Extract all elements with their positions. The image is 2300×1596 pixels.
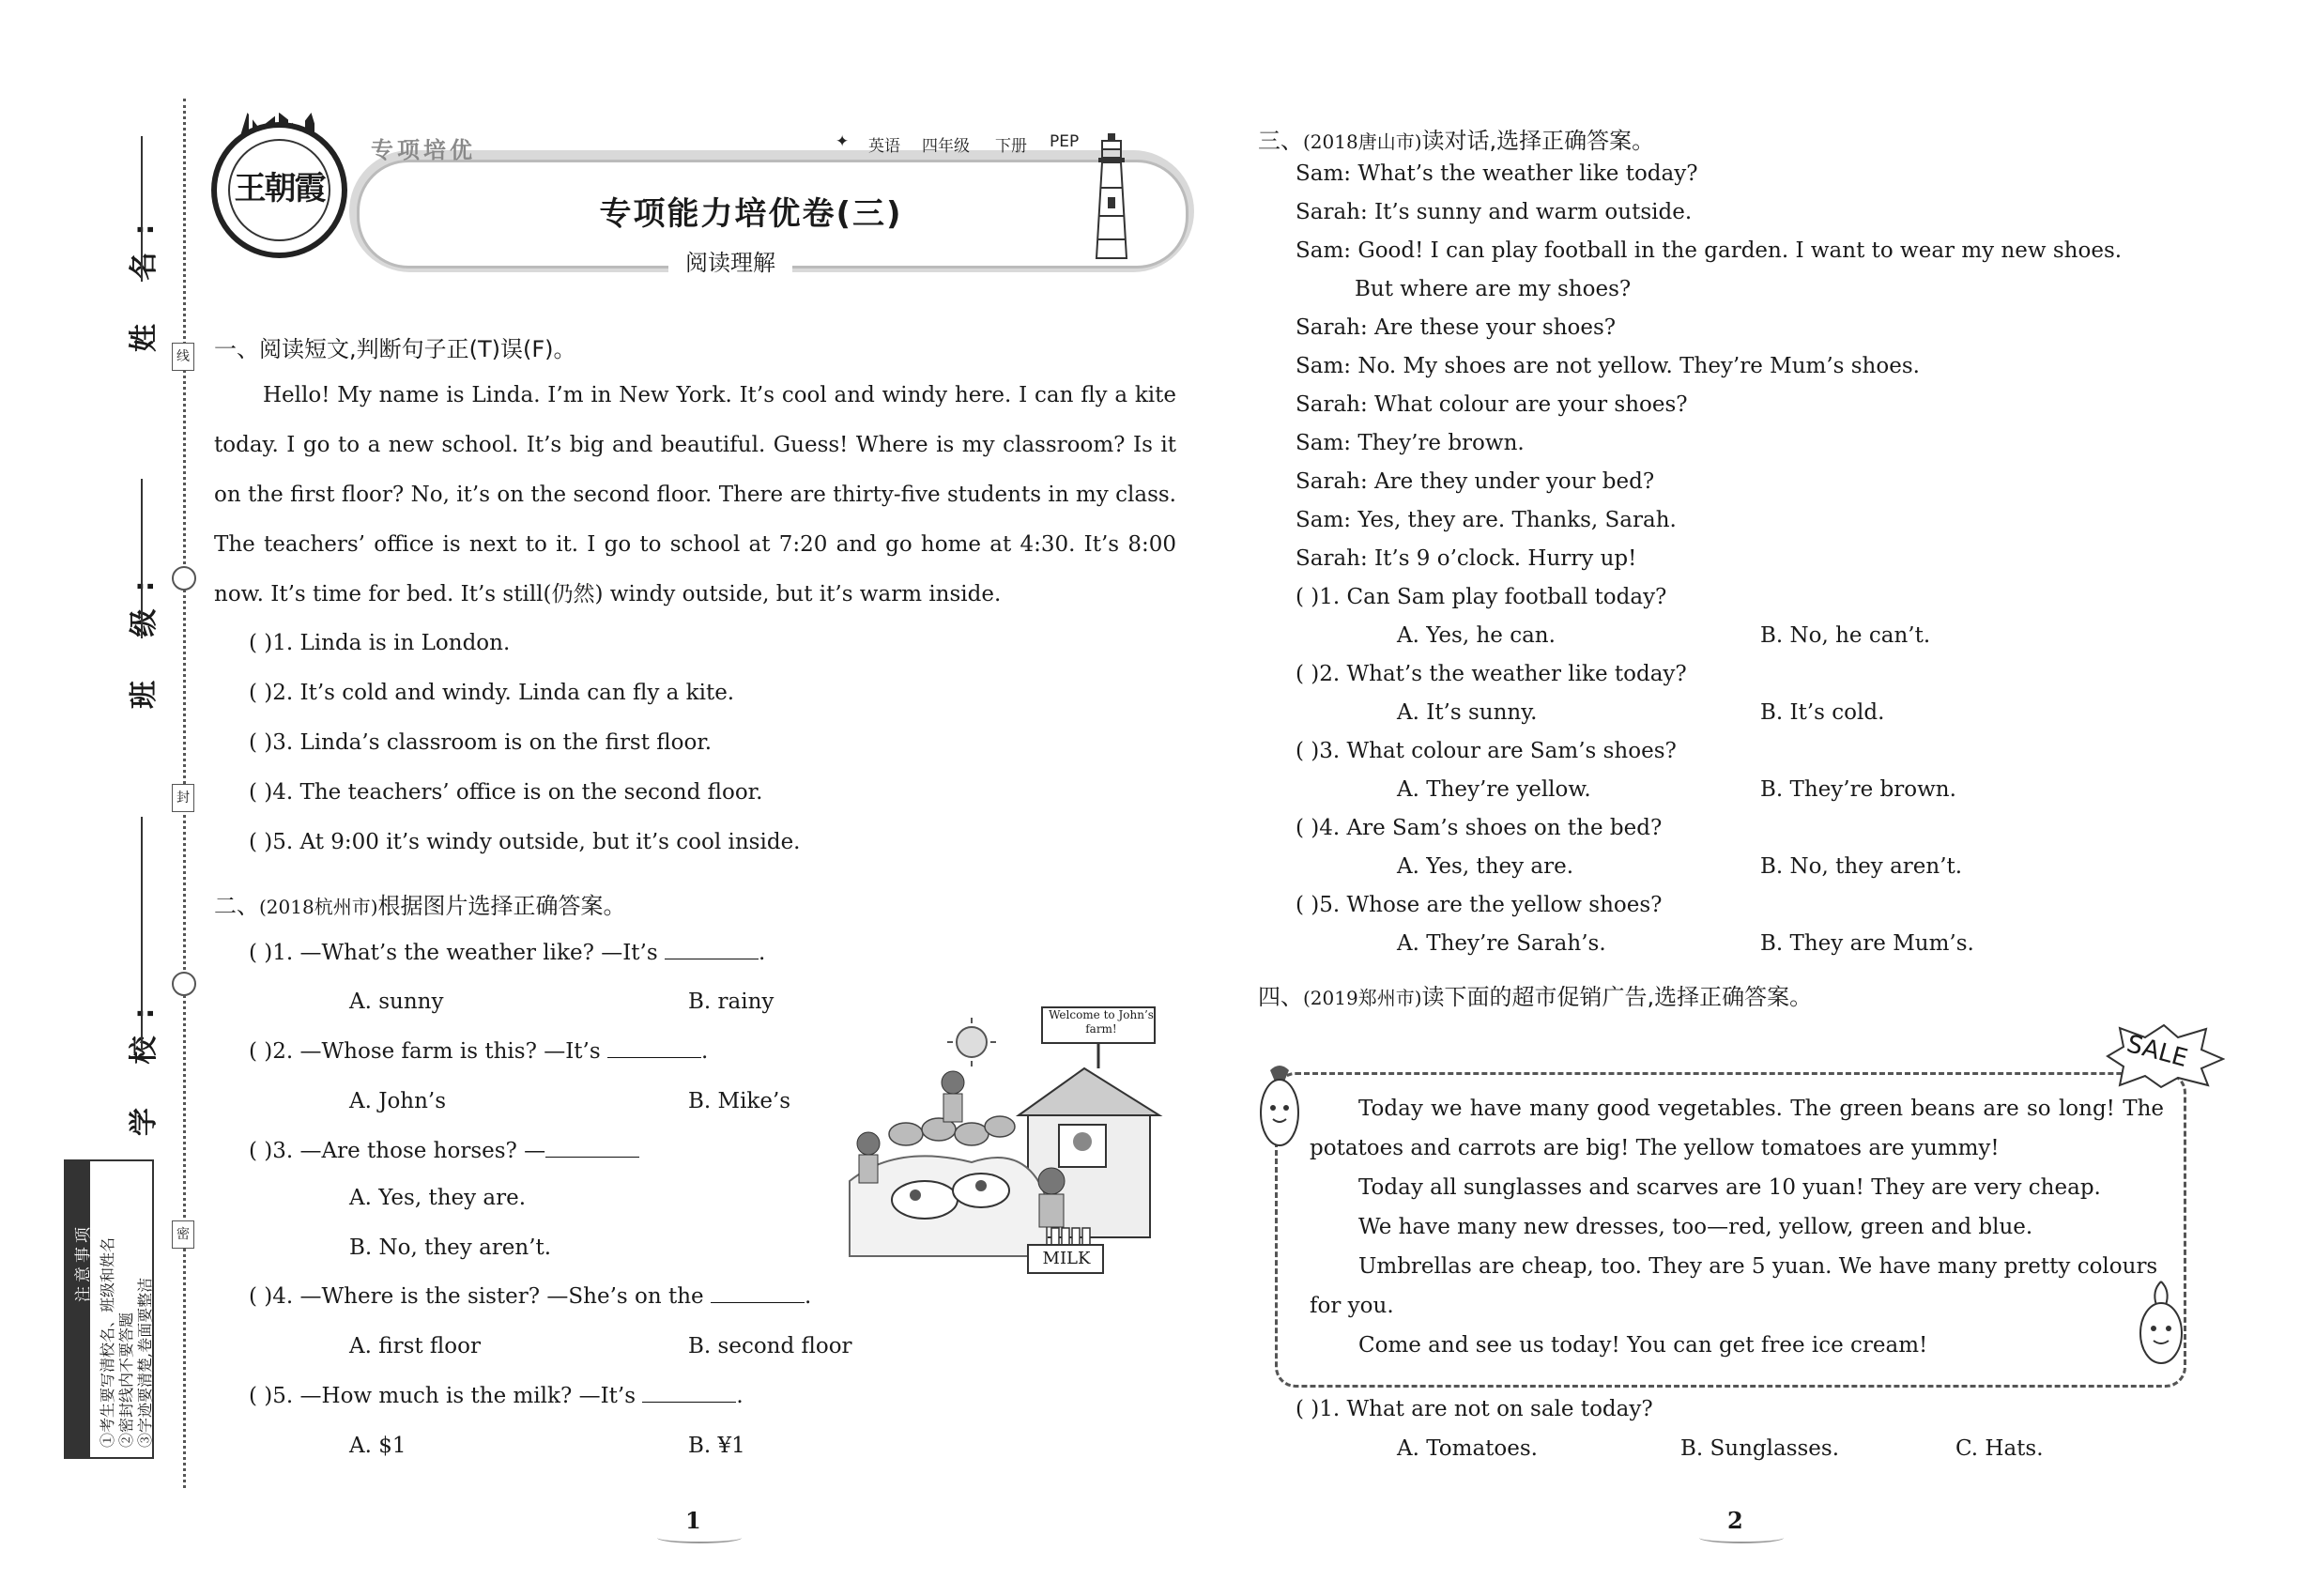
s2-q4-option-a: A. first floor (349, 1334, 481, 1358)
s2-q3-option-b: B. No, they aren’t. (349, 1235, 552, 1260)
notice-box (64, 1159, 154, 1459)
section2-heading: 二、(2018杭州市)根据图片选择正确答案。 (214, 893, 626, 919)
dialogue-line: Sarah: What colour are your shoes? (1296, 392, 1688, 417)
page-number-right: 2 (1727, 1507, 1743, 1534)
school-field[interactable] (141, 817, 143, 1051)
dialogue-line: Sarah: It’s 9 o’clock. Hurry up! (1296, 546, 1637, 571)
section4-heading: 四、(2019郑州市)读下面的超市促销广告,选择正确答案。 (1258, 984, 1813, 1010)
ad-paragraph: We have many new dresses, too—red, yellow, green and blue. (1358, 1215, 2033, 1239)
s2-q1-option-b: B. rainy (688, 990, 774, 1014)
s3-q4-option-a: A. Yes, they are. (1397, 854, 1574, 879)
s3-q1-option-a: A. Yes, he can. (1397, 623, 1556, 648)
s3-q2-option-a: A. It’s sunny. (1397, 700, 1538, 725)
logo-name: 王朝霞 (234, 170, 325, 207)
page-ornament (1699, 1532, 1784, 1543)
s1-item-5: ( )5. At 9:00 it’s windy outside, but it’s cool inside. (249, 830, 801, 854)
dialogue-line: Sam: What’s the weather like today? (1296, 161, 1698, 186)
s3-q4: ( )4. Are Sam’s shoes on the bed? (1296, 816, 1663, 840)
seal-mark-line: 线 (172, 343, 194, 371)
s2-q1: ( )1. —What’s the weather like? —It’s . (249, 941, 766, 965)
brand-logo (211, 122, 347, 258)
seal-mark-secret: 密 (172, 1220, 194, 1249)
dialogue-line: Sarah: Are these your shoes? (1296, 315, 1617, 340)
s2-q5-option-a: A. $1 (349, 1434, 406, 1458)
page-subtitle: 阅读理解 (668, 247, 792, 279)
s3-q2: ( )2. What’s the weather like today? (1296, 662, 1687, 686)
s1-item-4: ( )4. The teachers’ office is on the second floor. (249, 780, 763, 805)
dialogue-line: Sam: They’re brown. (1296, 431, 1525, 455)
ad-text (1310, 1089, 2164, 1365)
ad-paragraph: Umbrellas are cheap, too. They are 5 yuan. We have many pretty colours for you. (1310, 1254, 2158, 1318)
ad-paragraph: Today all sunglasses and scarves are 10 yuan! They are very cheap. (1358, 1175, 2101, 1200)
s2-q2-option-b: B. Mike’s (688, 1089, 791, 1113)
s3-q3-option-b: B. They’re brown. (1760, 777, 1956, 802)
s4-q1: ( )1. What are not on sale today? (1296, 1397, 1653, 1421)
eggplant-icon (1256, 1061, 1303, 1155)
section1-heading: 一、阅读短文,判断句子正(T)误(F)。 (214, 336, 576, 362)
binding-hole (172, 566, 196, 591)
class-field[interactable] (141, 479, 143, 638)
notice-item: ①考生要写清校名、班级和姓名 (99, 1236, 116, 1448)
s4-q1-option-b: B. Sunglasses. (1680, 1436, 1840, 1461)
volume-label: 下册 (995, 137, 1027, 156)
page-ornament (657, 1532, 742, 1543)
s3-q3: ( )3. What colour are Sam’s shoes? (1296, 739, 1677, 763)
s3-q2-option-b: B. It’s cold. (1760, 700, 1885, 725)
s2-q3-option-a: A. Yes, they are. (349, 1186, 527, 1210)
dialogue-line: Sarah: Are they under your bed? (1296, 469, 1655, 494)
farm-sign-text: Welcome to John’s farm! (1049, 1008, 1154, 1036)
notice-item: ③字迹要清楚,卷面要整洁 (136, 1277, 154, 1448)
s1-item-1: ( )1. Linda is in London. (249, 631, 511, 655)
notice-item: ②密封线内不要答题 (117, 1312, 135, 1448)
s2-q5-option-b: B. ¥1 (688, 1434, 745, 1458)
series-tag: 专项培优 (371, 137, 476, 163)
name-label: 姓 名: (128, 207, 161, 352)
s1-item-3: ( )3. Linda’s classroom is on the first floor. (249, 730, 713, 755)
s4-q1-option-c: C. Hats. (1955, 1436, 2044, 1461)
seal-mark-seal: 封 (172, 784, 194, 812)
dialogue-line: Sam: Yes, they are. Thanks, Sarah. (1296, 508, 1677, 532)
dialogue-line: Sarah: It’s sunny and warm outside. (1296, 200, 1693, 224)
subject-label: 英语 (868, 137, 900, 156)
s3-q3-option-a: A. They’re yellow. (1397, 777, 1591, 802)
dialogue-line: Sam: Good! I can play football in the garden. I want to wear my new shoes. (1296, 238, 2123, 263)
s4-q1-option-a: A. Tomatoes. (1397, 1436, 1538, 1461)
sun-icon (957, 1027, 987, 1057)
school-label: 学 校: (128, 990, 161, 1136)
page-title: 专项能力培优卷(三) (599, 195, 903, 233)
s3-q5-option-b: B. They are Mum’s. (1760, 931, 1974, 956)
binding-hole (172, 972, 196, 996)
s3-q4-option-b: B. No, they aren’t. (1760, 854, 1963, 879)
sale-label: SALE (2124, 1030, 2191, 1073)
name-field[interactable] (141, 136, 143, 282)
farm-illustration (840, 1003, 1169, 1275)
s3-q5-option-a: A. They’re Sarah’s. (1397, 931, 1606, 956)
s3-q5: ( )5. Whose are the yellow shoes? (1296, 893, 1663, 917)
ad-paragraph: Come and see us today! You can get free ice cream! (1358, 1333, 1928, 1358)
s1-item-2: ( )2. It’s cold and windy. Linda can fly a kite. (249, 681, 735, 705)
s2-q2: ( )2. —Whose farm is this? —It’s . (249, 1039, 709, 1064)
sparkle-icon: ✦ (836, 132, 850, 151)
girl-figure (942, 1071, 964, 1122)
notice-title: 注意事项 (74, 1223, 93, 1302)
grade-label: 四年级 (922, 137, 970, 156)
s3-q1-option-b: B. No, he can’t. (1760, 623, 1931, 648)
s2-q3: ( )3. —Are those horses? — (249, 1139, 639, 1163)
class-label: 班 级: (128, 563, 161, 709)
milk-label: MILK (1042, 1249, 1091, 1268)
boy-figure (857, 1132, 880, 1183)
s2-q2-option-a: A. John’s (349, 1089, 447, 1113)
section1-passage: Hello! My name is Linda. I’m in New York. It’s cool and windy here. I can fly a kite today. I go to a new school. It’s big and beautiful. Guess! Where is my classroom? Is it on the first floor? No, it’s on the second floor. There are thirty-five students in my class. The teachers’ office is next to it. I go to school at 7:20 and go home at 4:30. It’s 8:00 now. It’s time for bed. It’s still(仍然) windy outside, but it’s warm inside. (214, 383, 1176, 606)
edition-label: PEP (1050, 132, 1080, 151)
dialogue-line: But where are my shoes? (1355, 277, 1632, 301)
ad-paragraph: Today we have many good vegetables. The green beans are so long! The potatoes and carrots are big! The yellow tomatoes are yummy! (1310, 1097, 2164, 1160)
s2-q5: ( )5. —How much is the milk? —It’s . (249, 1384, 744, 1408)
dialogue-line: Sam: No. My shoes are not yellow. They’re Mum’s shoes. (1296, 354, 1920, 378)
s2-q4-option-b: B. second floor (688, 1334, 852, 1358)
s2-q1-option-a: A. sunny (349, 990, 444, 1014)
lighthouse-icon (1089, 131, 1134, 263)
s2-q4: ( )4. —Where is the sister? —She’s on the . (249, 1284, 812, 1309)
barn-roof (1019, 1068, 1159, 1115)
page-number-left: 1 (685, 1507, 701, 1534)
farmer-figure (1038, 1168, 1065, 1227)
section3-heading: 三、(2018唐山市)读对话,选择正确答案。 (1258, 128, 1655, 154)
s3-q1: ( )1. Can Sam play football today? (1296, 585, 1667, 609)
